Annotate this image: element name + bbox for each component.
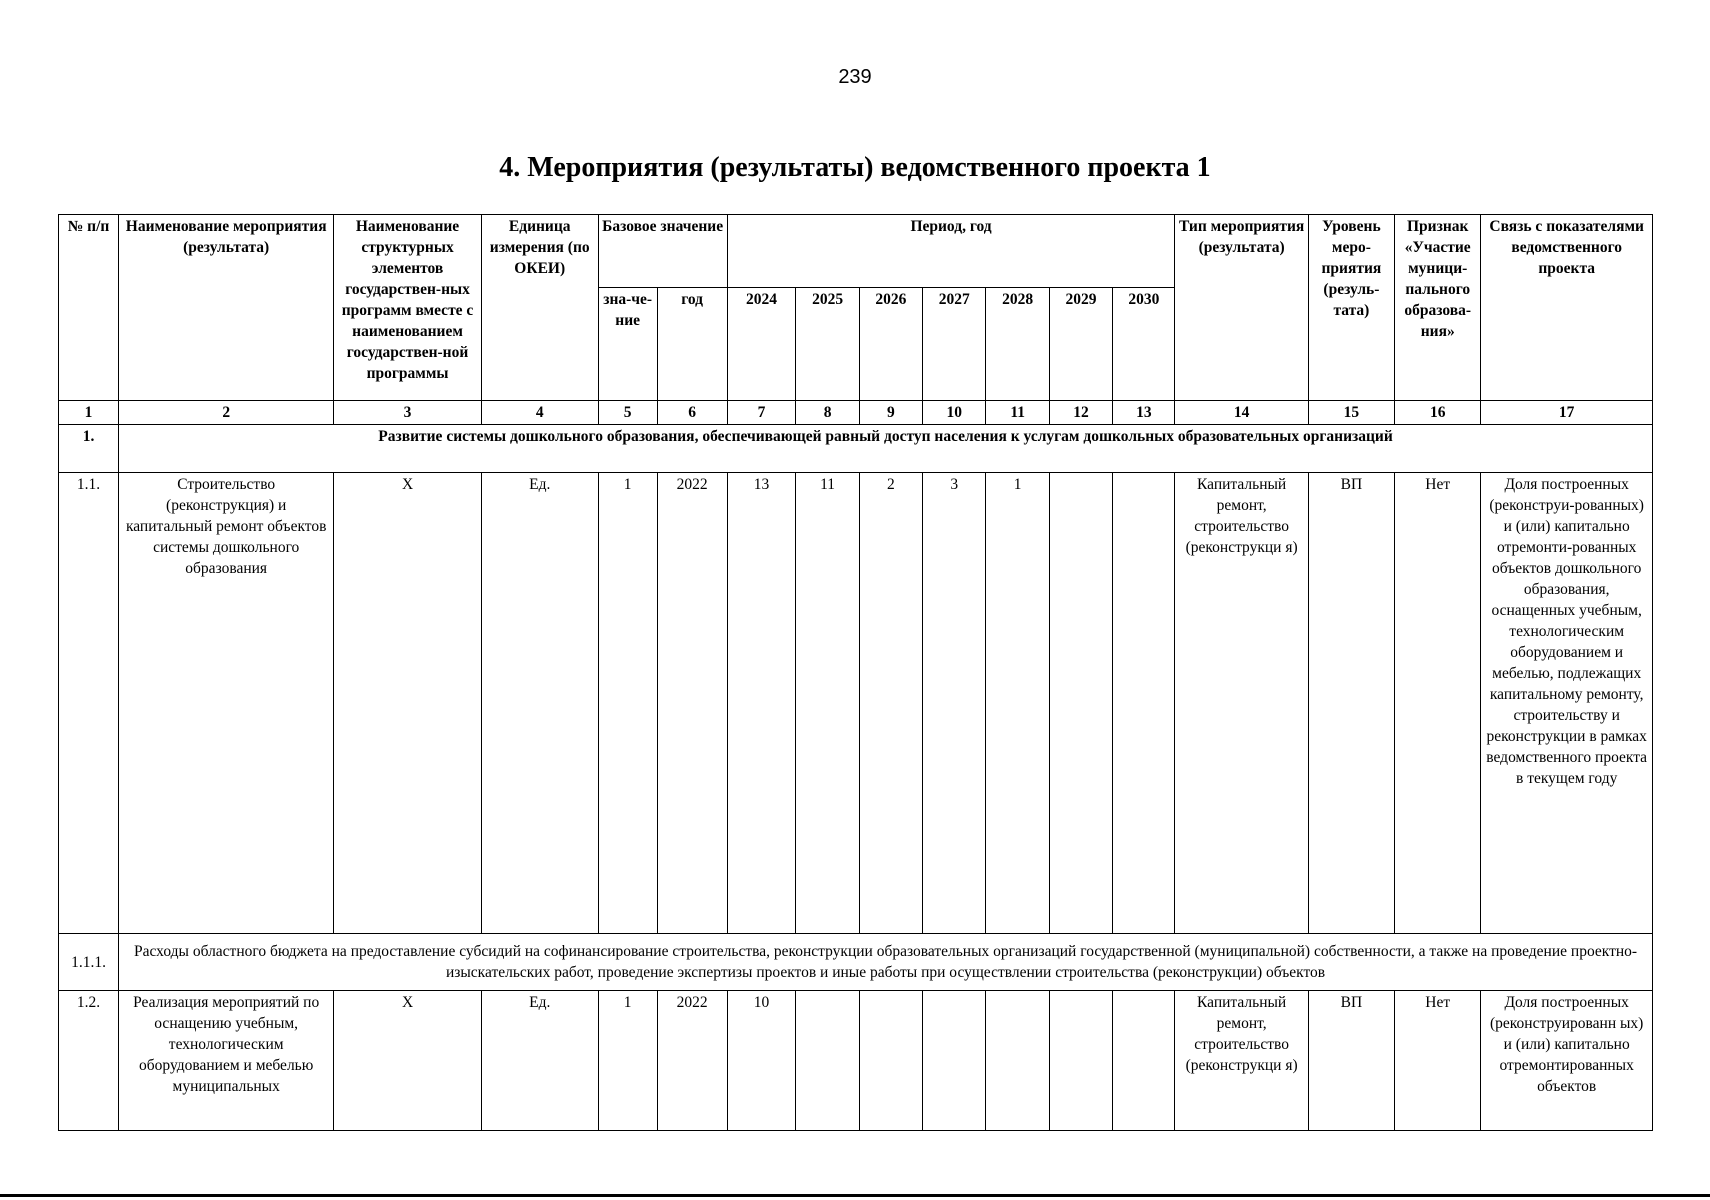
header-type: Тип мероприятия (результата) [1175,215,1308,401]
row-value [923,991,986,1131]
row-base-year: 2022 [657,473,727,934]
row-value [1049,991,1112,1131]
row-value: 11 [796,473,859,934]
row-structural: Х [334,991,481,1131]
header-sign: Признак «Участие муници-пального образова-ния» [1395,215,1481,401]
header-year: 2030 [1113,288,1175,401]
row-value: 10 [727,991,796,1131]
row-value: 3 [923,473,986,934]
header-year: 2026 [859,288,922,401]
header-num: № п/п [59,215,119,401]
row-value [1049,473,1112,934]
page-title: 4. Мероприятия (результаты) ведомственного проекта 1 [499,152,1211,183]
section-title: Развитие системы дошкольного образования, обеспечивающей равный доступ населения к услугам дошкольных образовательных организаций [119,425,1653,473]
column-number: 4 [481,401,598,425]
row-num: 1.1. [59,473,119,934]
header-unit: Единица измерения (по ОКЕИ) [481,215,598,401]
row-level: ВП [1308,991,1394,1131]
row-name: Строительство (реконструкция) и капитальный ремонт объектов системы дошкольного образования [119,473,334,934]
row-unit: Ед. [481,991,598,1131]
row-base-value: 1 [598,473,657,934]
activities-table [58,214,1653,1131]
row-structural: Х [334,473,481,934]
row-value [1113,473,1175,934]
page-bottom-rule [0,1194,1710,1197]
column-number: 13 [1113,401,1175,425]
row-name: Реализация мероприятий по оснащению учебным, технологическим оборудованием и мебелью муниципальных [119,991,334,1131]
header-year: 2027 [923,288,986,401]
column-number: 1 [59,401,119,425]
column-number: 8 [796,401,859,425]
header-level: Уровень меро-приятия (резуль-тата) [1308,215,1394,401]
row-description: Расходы областного бюджета на предоставление субсидий на софинансирование строительства, реконструкции образовательных организаций государственной (муниципальной) собственности, а также на проведение проектно-изыскательских работ, проведение экспертизы проектов и иные работы при осуществлении строительства (реконструкции) объектов [119,934,1653,991]
column-number: 17 [1481,401,1653,425]
header-period: Период, год [727,215,1175,288]
column-number: 14 [1175,401,1308,425]
row-value [1113,991,1175,1131]
row-num: 1.1.1. [59,934,119,991]
header-year: 2025 [796,288,859,401]
column-number: 2 [119,401,334,425]
header-name: Наименование мероприятия (результата) [119,215,334,401]
row-value: 2 [859,473,922,934]
column-number: 6 [657,401,727,425]
row-base-year: 2022 [657,991,727,1131]
column-number: 9 [859,401,922,425]
column-number: 7 [727,401,796,425]
row-value [859,991,922,1131]
row-link: Доля построенных (реконструи-рованных) и (или) капитально отремонти-рованных объектов дошкольного образования, оснащенных учебным, технологическим оборудованием и мебелью, подлежащих капитальному ремонту, строительству и реконструкции в рамках ведомственного проекта в текущем году [1481,473,1653,934]
row-base-value: 1 [598,991,657,1131]
row-value: 13 [727,473,796,934]
column-number: 5 [598,401,657,425]
row-level: ВП [1308,473,1394,934]
header-link: Связь с показателями ведомственного проекта [1481,215,1653,401]
column-number: 12 [1049,401,1112,425]
row-type: Капитальный ремонт, строительство (реконструкци я) [1175,473,1308,934]
row-sign: Нет [1395,473,1481,934]
header-base-value: зна-че-ние [598,288,657,401]
header-year: 2029 [1049,288,1112,401]
column-number: 16 [1395,401,1481,425]
column-number: 3 [334,401,481,425]
section-num: 1. [59,425,119,473]
row-link: Доля построенных (реконструированн ых) и (или) капитально отремонтированных объектов [1481,991,1653,1131]
row-unit: Ед. [481,473,598,934]
row-type: Капитальный ремонт, строительство (реконструкци я) [1175,991,1308,1131]
header-year: 2028 [986,288,1049,401]
row-num: 1.2. [59,991,119,1131]
header-base: Базовое значение [598,215,727,288]
row-value [986,991,1049,1131]
row-sign: Нет [1395,991,1481,1131]
column-number: 11 [986,401,1049,425]
column-number: 15 [1308,401,1394,425]
header-base-year: год [657,288,727,401]
page-number: 239 [838,66,872,88]
header-year: 2024 [727,288,796,401]
column-number: 10 [923,401,986,425]
row-value [796,991,859,1131]
row-value: 1 [986,473,1049,934]
header-structural: Наименование структурных элементов государствен-ных программ вместе с наименованием государствен-ной программы [334,215,481,401]
